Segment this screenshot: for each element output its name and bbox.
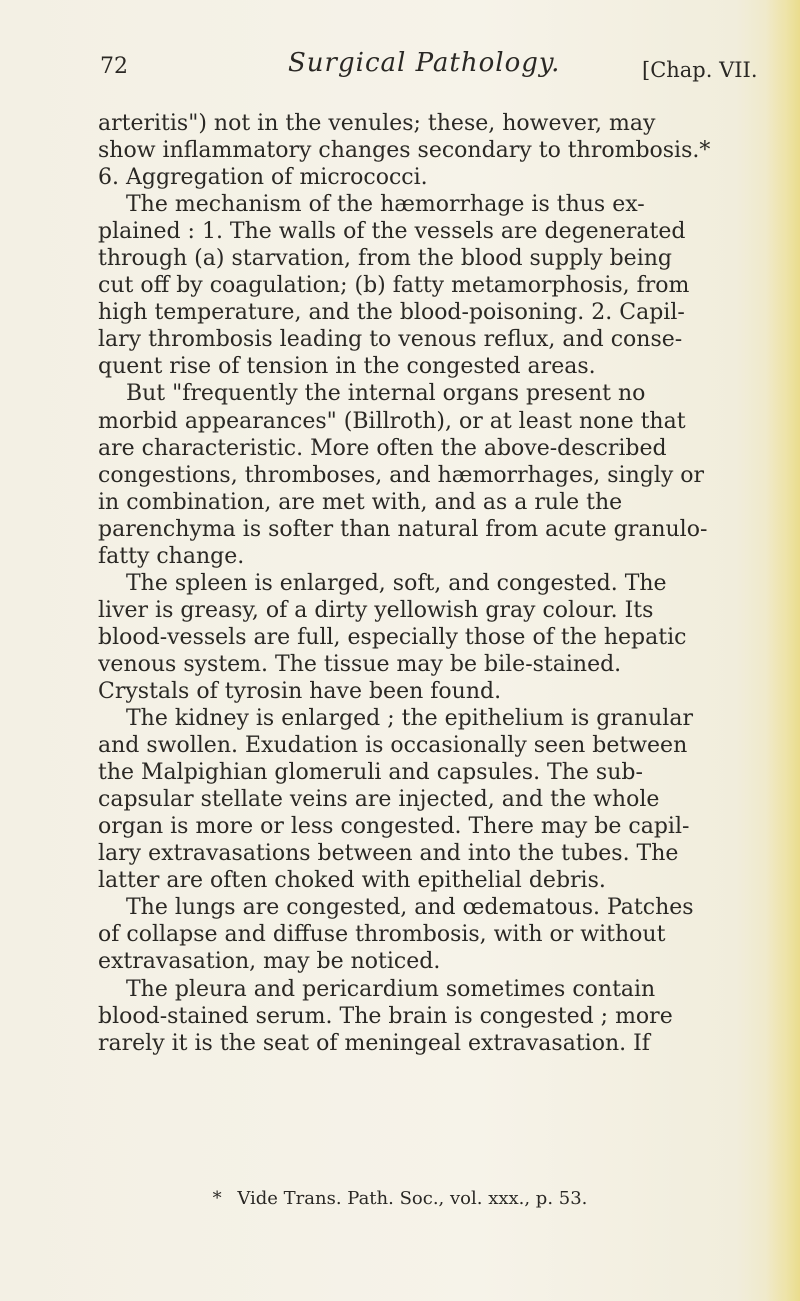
page-header <box>100 48 780 92</box>
text-line: rarely it is the seat of meningeal extravasation. If <box>98 1030 650 1056</box>
text-line: blood-vessels are full, especially those of the hepatic <box>98 624 687 650</box>
footnote <box>0 1188 800 1209</box>
text-line: and swollen. Exudation is occasionally seen between <box>98 733 688 759</box>
text-line: The kidney is enlarged ; the epithelium is granular <box>98 706 693 732</box>
text-line: latter are often choked with epithelial debris. <box>98 868 606 894</box>
text-line: parenchyma is softer than natural from acute granulo- <box>98 516 708 542</box>
text-line: high temperature, and the blood-poisoning. 2. Capil- <box>98 300 685 326</box>
text-line: lary extravasations between and into the tubes. The <box>98 841 679 867</box>
text-line: 6. Aggregation of micrococci. <box>98 165 428 191</box>
text-line: the Malpighian glomeruli and capsules. The sub- <box>98 760 643 786</box>
text-line: extravasation, may be noticed. <box>98 949 441 975</box>
running-title: Surgical Pathology. <box>288 48 561 78</box>
text-line: Crystals of tyrosin have been found. <box>98 678 502 704</box>
text-line: of collapse and diffuse thrombosis, with or without <box>98 922 666 948</box>
text-line: in combination, are met with, and as a rule the <box>98 489 623 515</box>
page-number: 72 <box>100 54 128 79</box>
text-line: quent rise of tension in the congested areas. <box>98 354 596 380</box>
text-line: liver is greasy, of a dirty yellowish gray colour. Its <box>98 597 654 623</box>
text-line: congestions, thromboses, and hæmorrhages, singly or <box>98 462 705 488</box>
text-line: The mechanism of the hæmorrhage is thus ex- <box>98 192 645 218</box>
text-line: capsular stellate veins are injected, and the whole <box>98 787 660 813</box>
text-line: plained : 1. The walls of the vessels are degenerated <box>98 219 686 245</box>
text-line: lary thrombosis leading to venous reflux, and conse- <box>98 327 683 353</box>
text-line: show inflammatory changes secondary to thrombosis.* <box>98 138 711 164</box>
text-line: organ is more or less congested. There may be capil- <box>98 814 690 840</box>
text-line: through (a) starvation, from the blood supply being <box>98 246 672 272</box>
text-line: The spleen is enlarged, soft, and congested. The <box>98 570 667 596</box>
text-line: The lungs are congested, and œdematous. Patches <box>98 895 694 921</box>
text-line: morbid appearances" (Billroth), or at least none that <box>98 408 686 434</box>
text-line: cut off by coagulation; (b) fatty metamorphosis, from <box>98 273 690 299</box>
text-line: venous system. The tissue may be bile-stained. <box>98 651 622 677</box>
text-line: arteritis") not in the venules; these, however, may <box>98 111 656 136</box>
footnote-text: Vide Trans. Path. Soc., vol. xxx., p. 53. <box>237 1188 588 1209</box>
chapter-label: [Chap. VII. <box>642 58 758 82</box>
text-line: fatty change. <box>98 543 245 569</box>
text-line: are characteristic. More often the above-described <box>98 435 667 461</box>
text-line: But "frequently the internal organs present no <box>98 381 646 407</box>
body-text <box>98 110 780 1057</box>
footnote-marker: * <box>212 1188 222 1209</box>
text-line: blood-stained serum. The brain is congested ; more <box>98 1003 673 1029</box>
text-line: The pleura and pericardium sometimes contain <box>98 976 656 1002</box>
